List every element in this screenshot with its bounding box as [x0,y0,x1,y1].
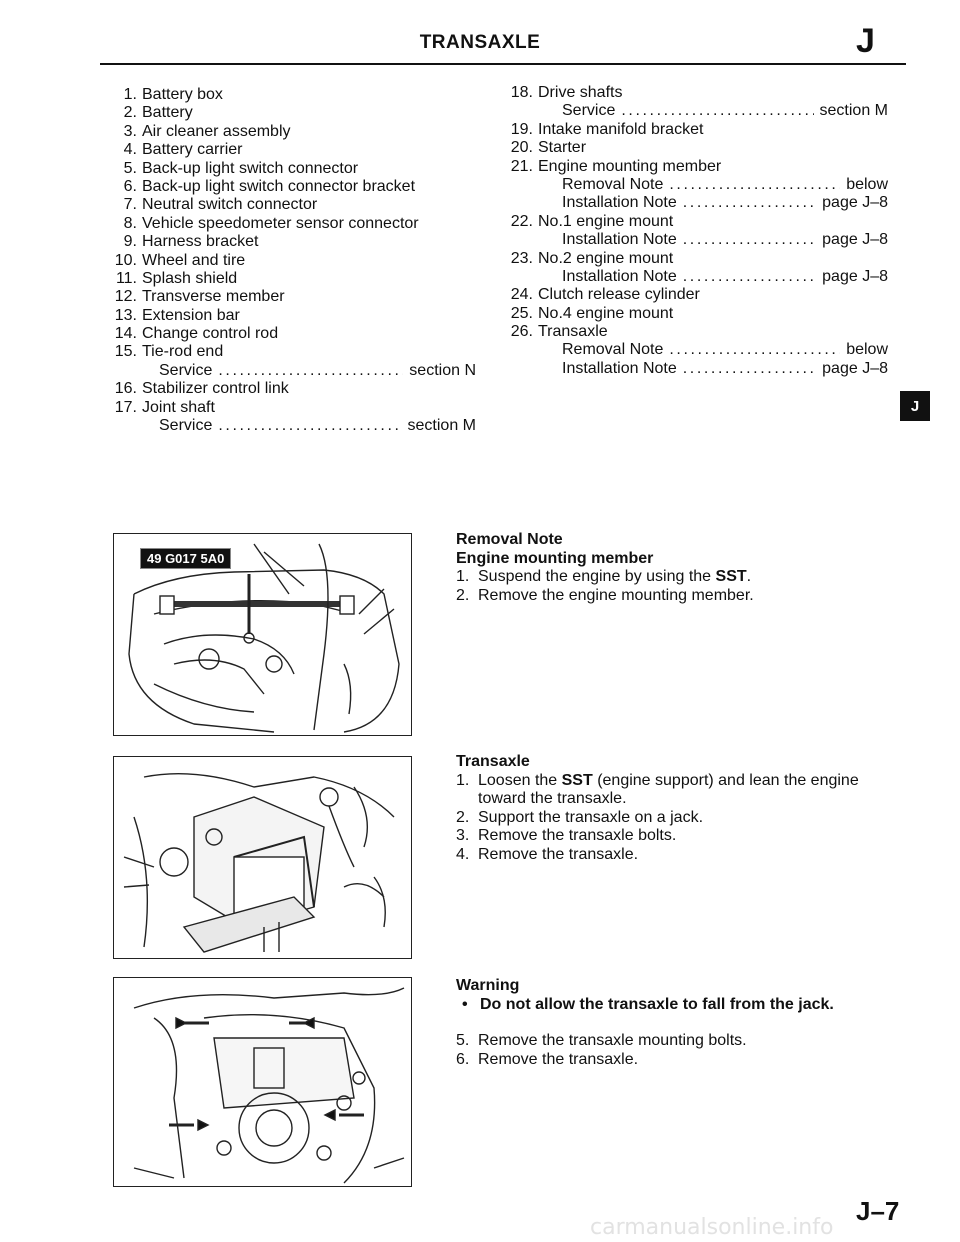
leader-dots [683,268,816,286]
item-number: 23. [510,249,533,267]
item-label: Vehicle speedometer sensor connector [142,214,419,232]
subitem-label: Installation Note [562,359,677,377]
removal-note [456,531,896,605]
transaxle-illustration [114,757,411,958]
list-item [496,286,894,304]
spacer [456,1014,896,1032]
list-item [100,270,500,288]
step-number: 4. [456,845,470,863]
figure-transaxle-mounting-bolts [113,977,412,1187]
leader-dots [669,176,840,194]
item-number: 8. [123,214,137,232]
header-rule [100,63,906,65]
subitem-reference: page J–8 [822,267,888,285]
list-subitem [100,362,476,380]
list-item [100,252,500,270]
subitem-label: Service [159,361,213,379]
step-text-part: (engine support) and lean the engine toward the transaxle. [478,771,859,807]
subitem-reference: page J–8 [822,194,888,212]
step-text: Remove the transaxle. [478,845,639,863]
step-number: 1. [456,568,470,585]
step-number: 5. [456,1032,470,1049]
leader-dots [669,341,840,359]
item-label: Neutral switch connector [142,196,318,214]
removal-note-heading: Removal Note [456,531,563,548]
item-label: Clutch release cylinder [538,286,700,304]
item-number: 15. [114,343,137,361]
list-item [496,121,894,139]
step-text: Support the transaxle on a jack. [478,808,704,826]
item-label: Starter [538,139,587,157]
item-label: Joint shaft [142,398,215,416]
list-item [100,233,500,251]
list-subitem [496,268,888,286]
item-label: Air cleaner assembly [142,122,291,140]
item-label: Transaxle [538,323,608,341]
list-subitem [496,360,888,378]
item-number: 17. [114,398,137,416]
list-item [100,196,500,214]
item-number: 14. [114,325,137,343]
step-text: Remove the transaxle bolts. [478,827,677,844]
subitem-reference: below [846,175,888,193]
list-item [100,288,500,306]
item-label: Intake manifold bracket [538,120,704,138]
section-tab-marker: J [900,391,930,421]
subitem-label: Removal Note [562,341,664,359]
item-label: Tie-rod end [142,343,224,361]
list-item [496,250,894,268]
item-label: Transverse member [142,288,285,306]
procedure-step [456,772,896,809]
item-number: 2. [123,104,137,122]
step-number: 1. [456,771,470,789]
item-number: 11. [115,269,137,287]
leader-dots [683,360,816,378]
leader-dots [683,194,816,212]
item-label: Back-up light switch connector bracket [142,177,416,195]
item-number: 26. [510,323,533,341]
item-label: Battery [142,104,193,122]
step-text [478,568,751,587]
figure-transaxle-removal [113,756,412,959]
item-number: 21. [510,157,533,175]
subitem-reference: section M [407,417,476,435]
item-number: 6. [123,177,137,195]
item-number: 3. [123,122,137,140]
subitem-label: Removal Note [562,175,664,193]
list-item [100,307,500,325]
parts-list-right [496,84,894,378]
removal-note-subheading: Engine mounting member [456,549,654,567]
watermark: carmanualsonline.info [590,1215,834,1240]
procedure-step [456,809,896,828]
item-label: No.4 engine mount [538,304,674,322]
step-text [478,772,896,809]
item-label: No.1 engine mount [538,212,674,230]
item-label: Harness bracket [142,233,259,251]
leader-dots [218,362,403,380]
warning-heading: Warning [456,977,520,994]
step-text: Remove the engine mounting member. [478,586,754,604]
item-label: Battery box [142,86,223,103]
step-number: 6. [456,1050,470,1068]
item-number: 13. [114,306,137,324]
list-subitem [496,231,888,249]
list-item [100,399,500,417]
list-item [100,325,500,343]
warning-text: Do not allow the transaxle to fall from the jack. [480,995,834,1013]
item-label: Engine mounting member [538,157,722,175]
leader-dots [683,231,816,249]
list-item [100,160,500,178]
mounting-bolts-illustration [114,978,411,1186]
list-item [100,343,500,361]
subitem-label: Installation Note [562,194,677,212]
item-number: 1. [123,86,137,103]
list-subitem [496,341,888,359]
procedure-step [456,846,896,865]
step-text: Remove the transaxle. [478,1050,639,1068]
list-item [496,139,894,157]
item-number: 25. [510,304,533,322]
procedure-step [456,827,896,846]
list-subitem [496,194,888,212]
item-label: Splash shield [142,269,238,287]
parts-list-left [100,86,500,435]
list-subitem [496,176,888,194]
item-label: Back-up light switch connector [142,159,359,177]
procedure-step [456,1032,896,1051]
page-title: TRANSAXLE [419,32,541,53]
item-number: 7. [123,196,137,214]
step-text: Remove the transaxle mounting bolts. [478,1032,747,1049]
step-number: 2. [456,808,470,826]
item-number: 22. [510,212,533,230]
item-number: 16. [114,380,137,398]
list-item [496,84,894,102]
item-label: Battery carrier [142,141,243,159]
subitem-reference: section N [409,361,476,379]
step-text-emphasis: SST [715,568,747,585]
list-item [100,86,500,104]
list-item [100,215,500,233]
leader-dots [621,102,813,120]
warning-block [456,977,896,1069]
list-item [496,213,894,231]
subitem-label: Installation Note [562,267,677,285]
list-subitem [496,102,888,120]
item-number: 9. [123,233,137,251]
item-number: 19. [510,120,533,138]
list-subitem [100,417,476,435]
item-label: No.2 engine mount [538,249,674,267]
procedure-step [456,1051,896,1070]
list-item [496,305,894,323]
subitem-label: Installation Note [562,231,677,249]
item-label: Stabilizer control link [142,380,289,398]
item-number: 5. [123,159,137,177]
section-letter: J [856,22,875,60]
item-number: 10. [114,251,137,269]
list-item [100,178,500,196]
subitem-reference: below [846,341,888,359]
figure-engine-support [113,533,412,736]
item-label: Extension bar [142,306,240,324]
step-number: 2. [456,586,470,604]
sst-label: 49 G017 5A0 [140,548,231,569]
subitem-label: Service [159,417,213,435]
item-label: Change control rod [142,325,279,343]
subitem-reference: page J–8 [822,231,888,249]
page-number: J–7 [856,1196,900,1226]
step-text-emphasis: SST [561,771,593,789]
list-item [496,158,894,176]
item-label: Wheel and tire [142,251,246,269]
transaxle-note-heading: Transaxle [456,753,530,770]
list-item [100,104,500,122]
item-number: 18. [510,84,533,101]
bullet: • [462,995,468,1013]
item-number: 24. [510,286,533,304]
subitem-reference: section M [819,102,888,120]
step-text-part: . [746,568,752,585]
subitem-reference: page J–8 [822,359,888,377]
item-number: 12. [114,288,137,306]
warning-item [456,996,896,1015]
item-number: 4. [123,141,137,159]
list-item [496,323,894,341]
step-text-part: Loosen the [478,771,562,789]
procedure-step [456,587,896,606]
step-text-part: Suspend the engine by using the [478,568,716,585]
list-item [100,123,500,141]
step-number: 3. [456,827,470,844]
procedure-step [456,568,896,587]
item-label: Drive shafts [538,84,623,101]
item-number: 20. [510,139,533,157]
list-item [100,380,500,398]
transaxle-note [456,753,896,864]
subitem-label: Service [562,102,616,120]
list-item [100,141,500,159]
leader-dots [218,417,401,435]
